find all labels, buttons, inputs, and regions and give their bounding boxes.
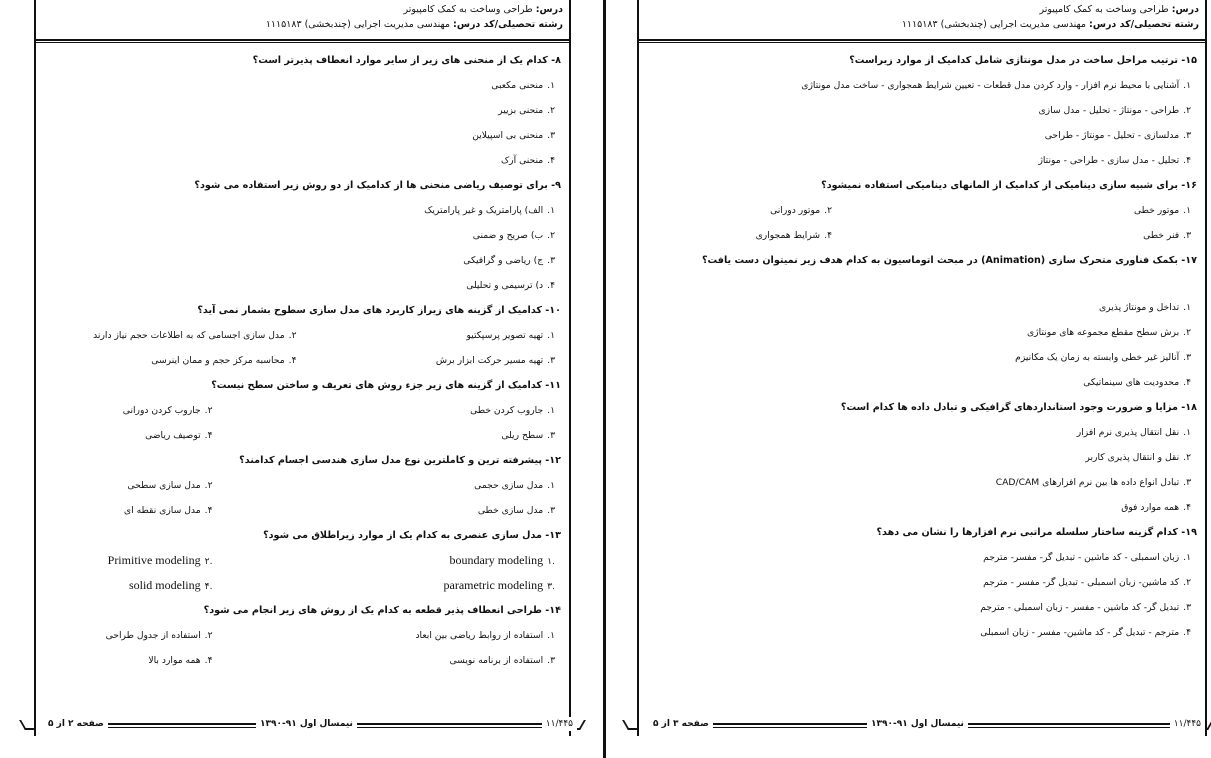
option-1 <box>647 73 1197 98</box>
question-17 <box>647 248 1197 395</box>
option-number: ۴. <box>204 505 213 516</box>
option-4 <box>647 620 1197 645</box>
option-4 <box>44 348 303 373</box>
option-text: boundary modeling <box>449 553 544 567</box>
option-text: محدودیت های سینماتیکی <box>1083 377 1180 388</box>
option-text: توصیف ریاضی <box>145 430 201 441</box>
option-text: آنالیز غیر خطی وابسته به زمان یک مکانیزم <box>1015 352 1180 363</box>
answer-gap <box>647 273 1197 295</box>
option-text: مدلسازی - تحلیل - مونتاژ - طراحی <box>1044 130 1180 141</box>
page-footer <box>26 718 579 732</box>
page-header <box>36 0 569 40</box>
option-number: ۱. <box>1183 205 1191 216</box>
option-4 <box>647 495 1197 520</box>
option-number: ۴. <box>547 155 555 166</box>
option-number: ۲. <box>1183 577 1191 588</box>
question-10 <box>44 298 561 373</box>
option-text: استفاده از جدول طراحی <box>105 630 201 641</box>
option-1 <box>303 623 562 648</box>
question-text: ۱۸- مزایا و ضرورت وجود استانداردهای گرافیکی و تبادل داده ها کدام است؟ <box>840 402 1197 413</box>
options-row <box>44 548 561 573</box>
option-number: ۴. <box>204 430 213 441</box>
option-number: ۳. <box>1183 477 1191 488</box>
option-text: همه موارد فوق <box>1121 502 1180 513</box>
option-text: منحنی مکعبی <box>491 80 544 91</box>
option-3 <box>647 470 1197 495</box>
option-1 <box>922 198 1197 223</box>
options-row <box>44 473 561 498</box>
option-text: طراحی - مونتاژ - تحلیل - مدل سازی <box>1038 105 1180 116</box>
option-number: ۴. <box>1183 155 1191 166</box>
course-label: درس: <box>535 4 563 15</box>
option-number: ۱. <box>547 630 555 641</box>
option-1 <box>303 548 562 573</box>
option-text: solid modeling <box>128 578 201 592</box>
option-number: .۱ <box>547 556 555 567</box>
option-number: ۱. <box>547 480 555 491</box>
option-4 <box>647 370 1197 395</box>
option-text: مدل سازی خطی <box>477 505 544 516</box>
question-15 <box>647 48 1197 173</box>
option-text: تبادل انواع داده ها بین نرم افزارهای CAD/CAM <box>995 477 1180 488</box>
option-2 <box>647 570 1197 595</box>
field-name: مهندسی مدیریت اجرایی (چندبخشی) ۱۱۱۵۱۸۳ <box>901 19 1090 30</box>
option-number: ۱. <box>1183 80 1191 91</box>
option-4 <box>647 148 1197 173</box>
option-2 <box>44 623 303 648</box>
option-3 <box>303 648 562 673</box>
option-text: parametric modeling <box>443 578 544 592</box>
field-label: رشته تحصیلی/کد درس: <box>1089 19 1199 30</box>
option-number: ۳. <box>547 130 555 141</box>
option-number: ۲. <box>824 205 832 216</box>
options-row <box>44 348 561 373</box>
option-number: ۲. <box>204 480 213 491</box>
question-8 <box>44 48 561 173</box>
option-number: ۳. <box>547 505 555 516</box>
option-text: تداخل و مونتاژ پذیری <box>1098 302 1180 313</box>
option-2 <box>44 548 303 573</box>
option-number: ۴. <box>1183 502 1191 513</box>
option-number: ۱. <box>547 405 555 416</box>
options-row <box>44 323 561 348</box>
option-number: ۲. <box>1183 327 1191 338</box>
option-2 <box>647 320 1197 345</box>
option-text: محاسبه مرکز حجم و ممان اینرسی <box>151 355 285 366</box>
page-frame <box>34 0 571 736</box>
option-4 <box>44 423 303 448</box>
question-text: ۹- برای توصیف ریاضی منحنی ها از کدامیک از دو روش زیر استفاده می شود؟ <box>194 180 561 191</box>
option-text: منحنی آرک <box>500 155 544 166</box>
option-number: ۱. <box>1183 302 1191 313</box>
course-name: طراحی وساخت به کمک کامپیوتر <box>403 4 536 15</box>
option-number: .۲ <box>204 556 213 567</box>
field-line <box>42 17 563 32</box>
options-row <box>44 648 561 673</box>
question-13 <box>44 523 561 598</box>
course-name: طراحی وساخت به کمک کامپیوتر <box>1039 4 1172 15</box>
page-footer <box>629 718 1207 732</box>
option-text: سطح ریلی <box>501 430 544 441</box>
option-number: ۱. <box>1183 427 1191 438</box>
question-text: ۱۳- مدل سازی عنصری به کدام یک از موارد زیراطلاق می شود؟ <box>263 530 561 541</box>
exam-page-left <box>0 0 605 758</box>
option-3 <box>647 595 1197 620</box>
question-16 <box>647 173 1197 248</box>
option-text: ب) صریح و ضمنی <box>472 230 544 241</box>
page-frame <box>637 0 1207 736</box>
option-2 <box>44 398 303 423</box>
field-label: رشته تحصیلی/کد درس: <box>453 19 563 30</box>
option-text: مدل سازی اجسامی که به اطلاعات حجم نیاز دارند <box>93 330 285 341</box>
question-9 <box>44 173 561 298</box>
question-text: ۱۶- برای شبیه سازی دینامیکی از کدامیک از المانهای دینامیکی استفاده نمیشود؟ <box>821 180 1197 191</box>
option-3 <box>44 248 561 273</box>
option-text: تبدیل گر- کد ماشین - مفسر - زبان اسمبلی - مترجم <box>980 602 1180 613</box>
option-text: موتور خطی <box>1133 205 1180 216</box>
question-text: ۱۰- کدامیک از گزینه های زیراز کاربرد های مدل سازی سطوح بشمار نمی آید؟ <box>197 305 561 316</box>
option-text: منحنی بی اسپیلاین <box>472 130 544 141</box>
option-1 <box>647 545 1197 570</box>
question-14 <box>44 598 561 673</box>
exam-code: ۱۱/۴۴۵ <box>1170 717 1205 731</box>
option-3 <box>647 123 1197 148</box>
option-1 <box>647 420 1197 445</box>
option-1 <box>303 473 562 498</box>
options-row <box>44 573 561 598</box>
option-number: ۳. <box>1183 230 1191 241</box>
footer-corner <box>622 720 638 730</box>
option-3 <box>647 345 1197 370</box>
option-text: تهیه تصویر پرسپکتیو <box>466 330 544 341</box>
option-number: ۱. <box>1183 552 1191 563</box>
option-text: مترجم - تبدیل گر - کد ماشین- مفسر - زبان اسمبلی <box>980 627 1180 638</box>
option-3 <box>303 573 562 598</box>
option-number: ۴. <box>288 355 297 366</box>
option-2 <box>44 98 561 123</box>
option-text: استفاده از روابط ریاضی بین ابعاد <box>415 630 544 641</box>
option-number: ۱. <box>547 205 555 216</box>
question-18 <box>647 395 1197 520</box>
option-text: کد ماشین- زبان اسمبلی - تبدیل گر- مفسر - مترجم <box>983 577 1180 588</box>
page-number: صفحه ۲ از ۵ <box>44 717 108 731</box>
course-label: درس: <box>1171 4 1199 15</box>
option-number: ۴. <box>204 655 213 666</box>
questions-list <box>639 48 1205 645</box>
option-1 <box>647 295 1197 320</box>
option-text: منحنی بزییر <box>498 105 544 116</box>
option-3 <box>303 348 562 373</box>
options-row <box>647 223 1197 248</box>
option-number: ۳. <box>1183 602 1191 613</box>
option-text: جاروب کردن دورانی <box>122 405 201 416</box>
option-2 <box>647 98 1197 123</box>
option-2 <box>647 445 1197 470</box>
option-number: ۲. <box>288 330 297 341</box>
option-text: جاروب کردن خطی <box>470 405 544 416</box>
option-text: نقل و انتقال پذیری کاربر <box>1085 452 1180 463</box>
option-number: ۳. <box>547 355 555 366</box>
option-number: ۳. <box>547 655 555 666</box>
options-row <box>44 398 561 423</box>
option-number: ۲. <box>547 105 555 116</box>
option-number: ۳. <box>1183 352 1191 363</box>
option-number: ۳. <box>547 430 555 441</box>
option-text: برش سطح مقطع مجموعه های مونتاژی <box>1026 327 1180 338</box>
option-number: ۴. <box>547 280 555 291</box>
option-4 <box>647 223 922 248</box>
question-text: ۸- کدام یک از منحنی های زیر از سایر موارد انعطاف پذیرتر است؟ <box>252 55 561 66</box>
question-text: ۱۴- طراحی انعطاف پذیر قطعه به کدام یک از روش های زیر انجام می شود؟ <box>203 605 561 616</box>
option-number: ۱. <box>547 330 555 341</box>
option-text: فنر خطی <box>1143 230 1180 241</box>
options-row <box>44 423 561 448</box>
option-text: موتور دورانی <box>770 205 821 216</box>
semester-label: نیمسال اول ۹۱-۱۳۹۰ <box>256 717 357 731</box>
questions-list <box>36 48 569 673</box>
course-line <box>42 2 563 17</box>
exam-code: ۱۱/۴۴۵ <box>542 717 577 731</box>
option-text: الف) پارامتریک و غیر پارامتریک <box>424 205 544 216</box>
option-text: نقل انتقال پذیری نرم افزار <box>1076 427 1180 438</box>
field-line <box>645 17 1199 32</box>
option-number: ۳. <box>547 255 555 266</box>
option-2 <box>44 223 561 248</box>
options-row <box>647 198 1197 223</box>
question-text: ۱۵- ترتیب مراحل ساخت در مدل مونتاژی شامل کدامیک از موارد زیراست؟ <box>849 55 1197 66</box>
question-text: ۱۷- بکمک فناوری متحرک سازی (Animation) در مبحث اتوماسیون به کدام هدف زیر نمیتوان دست یافت؟ <box>701 255 1197 266</box>
semester-label: نیمسال اول ۹۱-۱۳۹۰ <box>867 717 968 731</box>
page-number: صفحه ۳ از ۵ <box>649 717 713 731</box>
option-4 <box>44 648 303 673</box>
option-number: ۲. <box>1183 452 1191 463</box>
page-header <box>639 0 1205 40</box>
option-number: ۲. <box>547 230 555 241</box>
option-text: د) ترسیمی و تحلیلی <box>466 280 544 291</box>
question-text: ۱۱- کدامیک از گزینه های زیر جزء روش های تعریف و ساختن سطح نیست؟ <box>211 380 561 391</box>
option-3 <box>303 498 562 523</box>
option-text: مدل سازی حجمی <box>474 480 544 491</box>
option-number: .۳ <box>547 581 555 592</box>
option-3 <box>44 123 561 148</box>
question-text: ۱۹- کدام گزینه ساختار سلسله مراتبی نرم افزارها را نشان می دهد؟ <box>876 527 1197 538</box>
course-line <box>645 2 1199 17</box>
option-number: .۴ <box>204 581 213 592</box>
option-text: آشنایی با محیط نرم افزار - وارد کردن مدل قطعات - تعیین شرایط همجواری - ساخت مدل مونتاژی <box>801 80 1180 91</box>
header-divider <box>36 39 569 43</box>
option-text: شرایط همجواری <box>755 230 821 241</box>
option-1 <box>303 398 562 423</box>
option-1 <box>303 323 562 348</box>
question-11 <box>44 373 561 448</box>
option-number: ۳. <box>1183 130 1191 141</box>
option-text: تهیه مسیر حرکت ابزار برش <box>435 355 544 366</box>
exam-page-right <box>607 0 1211 758</box>
option-3 <box>922 223 1197 248</box>
option-4 <box>44 273 561 298</box>
header-divider <box>639 39 1205 43</box>
option-number: ۱. <box>547 80 555 91</box>
option-number: ۴. <box>1183 627 1191 638</box>
option-number: ۴. <box>824 230 832 241</box>
option-2 <box>44 323 303 348</box>
option-2 <box>647 198 922 223</box>
option-text: زبان اسمبلی - کد ماشین - تبدیل گر- مفسر- مترجم <box>983 552 1180 563</box>
option-1 <box>44 73 561 98</box>
option-number: ۴. <box>1183 377 1191 388</box>
question-text: ۱۲- پیشرفته ترین و کاملترین نوع مدل سازی هندسی اجسام کدامند؟ <box>239 455 561 466</box>
option-2 <box>44 473 303 498</box>
options-row <box>44 623 561 648</box>
options-row <box>44 498 561 523</box>
option-text: ج) ریاضی و گرافیکی <box>463 255 544 266</box>
option-text: استفاده از برنامه نویسی <box>449 655 544 666</box>
option-number: ۲. <box>1183 105 1191 116</box>
page-gutter <box>603 0 606 758</box>
option-text: مدل سازی سطحی <box>127 480 201 491</box>
option-3 <box>303 423 562 448</box>
option-4 <box>44 498 303 523</box>
option-number: ۲. <box>204 405 213 416</box>
field-name: مهندسی مدیریت اجرایی (چندبخشی) ۱۱۱۵۱۸۳ <box>265 19 454 30</box>
footer-corner <box>19 720 35 730</box>
option-number: ۲. <box>204 630 213 641</box>
option-1 <box>44 198 561 223</box>
option-4 <box>44 148 561 173</box>
option-text: همه موارد بالا <box>148 655 201 666</box>
option-text: مدل سازی نقطه ای <box>123 505 201 516</box>
question-19 <box>647 520 1197 645</box>
option-4 <box>44 573 303 598</box>
option-text: Primitive modeling <box>107 553 201 567</box>
option-text: تحلیل - مدل سازی - طراحی - مونتاژ <box>1038 155 1180 166</box>
question-12 <box>44 448 561 523</box>
